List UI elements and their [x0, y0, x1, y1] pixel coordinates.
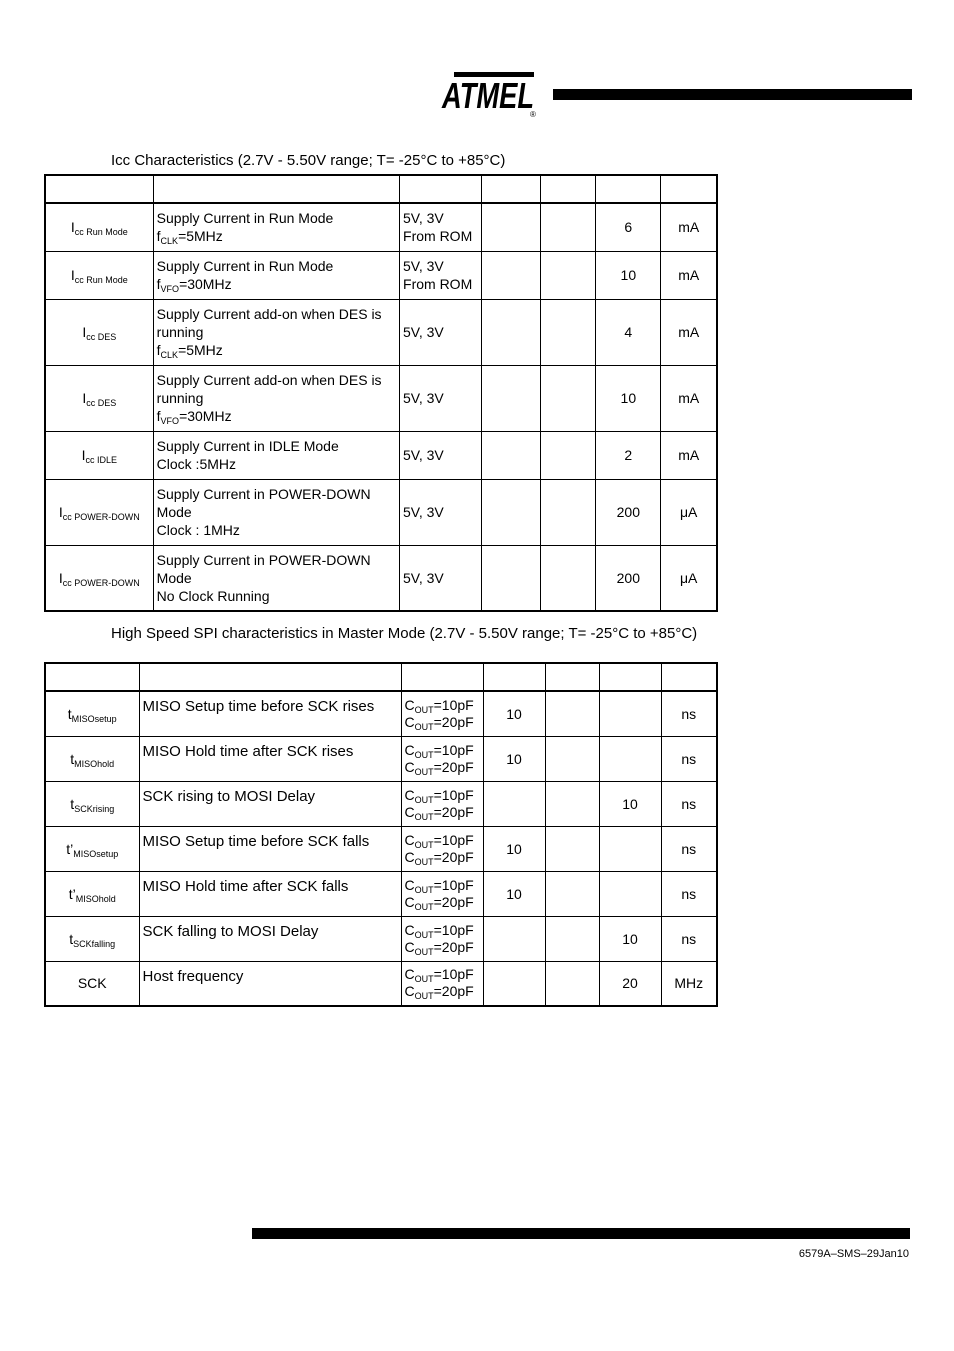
freq-subscript: VFO: [160, 284, 180, 294]
description-cell: MISO Setup time before SCK rises: [139, 691, 401, 736]
min-cell: [482, 431, 541, 479]
condition-cell: [400, 251, 482, 299]
max-cell: 2: [596, 431, 661, 479]
symbol-cell: [45, 479, 153, 545]
header-cell: [45, 663, 139, 691]
unit-cell: ns: [661, 871, 717, 916]
symbol-cell: [45, 736, 139, 781]
condition-line: [405, 697, 480, 714]
cap-subscript: OUT: [414, 766, 434, 777]
condition-line: [405, 894, 480, 911]
condition-line: [405, 877, 480, 894]
condition-cell: 5V, 3V: [400, 545, 482, 611]
typ-cell: [541, 479, 596, 545]
min-cell: [482, 365, 541, 431]
description-cell: [153, 251, 399, 299]
min-cell: [482, 299, 541, 365]
cap-value: =20pF: [433, 758, 474, 775]
symbol: I: [70, 267, 75, 283]
unit-cell: mA: [661, 203, 717, 251]
cap-subscript: OUT: [414, 794, 434, 805]
cap-symbol: C: [404, 803, 415, 820]
cap-symbol: C: [404, 848, 415, 865]
table-row: [45, 871, 717, 916]
table-row: [45, 781, 717, 826]
condition-cell: [401, 961, 483, 1006]
description-line: Supply Current in Run Mode: [156, 258, 334, 274]
symbol: I: [82, 324, 87, 340]
min-cell: [483, 781, 545, 826]
cap-subscript: OUT: [414, 929, 434, 940]
symbol-cell: [45, 916, 139, 961]
registered-mark: ®: [530, 110, 536, 118]
symbol-subscript: cc POWER-DOWN: [62, 512, 140, 522]
typ-cell: [541, 545, 596, 611]
max-cell: 6: [596, 203, 661, 251]
cap-value: =10pF: [433, 696, 474, 713]
min-cell: [482, 545, 541, 611]
condition-line: [405, 966, 480, 983]
cap-value: =10pF: [433, 876, 474, 893]
table-row: [45, 545, 717, 611]
condition-line: [405, 832, 480, 849]
symbol-cell: [45, 299, 153, 365]
unit-cell: ns: [661, 736, 717, 781]
table-row: [45, 826, 717, 871]
condition-line: [405, 787, 480, 804]
symbol-cell: [45, 961, 139, 1006]
cap-value: =10pF: [433, 786, 474, 803]
unit-cell: ns: [661, 826, 717, 871]
cap-symbol: C: [404, 938, 415, 955]
typ-cell: [541, 203, 596, 251]
cap-subscript: OUT: [414, 856, 434, 867]
atmel-logo: [440, 70, 540, 118]
description-cell: [153, 431, 399, 479]
max-cell: 4: [596, 299, 661, 365]
condition-cell: 5V, 3V: [400, 299, 482, 365]
unit-cell: mA: [661, 431, 717, 479]
condition-line: From ROM: [403, 276, 473, 292]
freq-subscript: CLK: [160, 236, 179, 247]
description-cell: [153, 545, 399, 611]
condition-line: [405, 849, 480, 866]
condition-cell: [401, 871, 483, 916]
table-header-row: [45, 175, 717, 203]
header-cell: [482, 175, 541, 203]
spi-master-characteristics-table: [44, 662, 718, 1007]
typ-cell: [545, 826, 599, 871]
condition-cell: 5V, 3V: [400, 365, 482, 431]
cap-subscript: OUT: [414, 721, 434, 732]
header-cell: [153, 175, 399, 203]
description-cell: SCK rising to MOSI Delay: [139, 781, 401, 826]
header-cell: [661, 663, 717, 691]
typ-cell: [545, 781, 599, 826]
symbol: t’: [66, 840, 74, 857]
symbol-subscript: MISOsetup: [71, 713, 117, 724]
freq-symbol: f: [156, 276, 161, 292]
freq-subscript: VFO: [160, 416, 180, 426]
condition-line: [405, 939, 480, 956]
header-cell: [139, 663, 401, 691]
symbol-subscript: cc DES: [86, 332, 117, 342]
header-cell: [599, 663, 661, 691]
symbol-subscript: cc Run Mode: [74, 275, 128, 285]
cap-subscript: OUT: [414, 974, 434, 985]
max-cell: 200: [596, 545, 661, 611]
condition-cell: [401, 691, 483, 736]
table-header-row: [45, 663, 717, 691]
max-cell: 10: [599, 916, 661, 961]
cap-value: =10pF: [433, 741, 474, 758]
symbol-cell: [45, 826, 139, 871]
table-row: [45, 691, 717, 736]
description-cell: Host frequency: [139, 961, 401, 1006]
table-row: [45, 431, 717, 479]
cap-symbol: C: [404, 966, 415, 983]
max-cell: 10: [596, 365, 661, 431]
symbol-cell: [45, 545, 153, 611]
cap-symbol: C: [404, 921, 415, 938]
symbol: t: [70, 750, 75, 767]
condition-line: [405, 983, 480, 1000]
condition-line: [405, 804, 480, 821]
description-line: Supply Current in POWER-DOWN Mode: [156, 551, 371, 586]
cap-value: =10pF: [433, 966, 474, 983]
condition-line: [405, 759, 480, 776]
symbol: I: [58, 504, 63, 520]
condition-line: [405, 714, 480, 731]
max-cell: 20: [599, 961, 661, 1006]
description-cell: [153, 203, 399, 251]
min-cell: [483, 916, 545, 961]
header-cell: [596, 175, 661, 203]
min-cell: [482, 203, 541, 251]
typ-cell: [545, 916, 599, 961]
typ-cell: [545, 691, 599, 736]
symbol: t: [67, 705, 72, 722]
symbol-cell: [45, 365, 153, 431]
max-cell: [599, 691, 661, 736]
max-cell: [599, 826, 661, 871]
symbol: t: [70, 795, 75, 812]
typ-cell: [545, 871, 599, 916]
description-line: Supply Current add-on when DES is running: [156, 372, 382, 406]
description-line: Clock : 1MHz: [156, 522, 240, 538]
description-line: Supply Current in POWER-DOWN Mode: [156, 486, 371, 520]
cap-symbol: C: [404, 786, 415, 803]
symbol-subscript: cc Run Mode: [74, 227, 128, 238]
max-cell: 200: [596, 479, 661, 545]
freq-value: =30MHz: [179, 408, 232, 424]
cap-value: =20pF: [433, 893, 474, 910]
frequency-line: [157, 407, 396, 425]
cap-subscript: OUT: [414, 946, 434, 957]
cap-subscript: OUT: [414, 811, 434, 822]
condition-cell: [401, 781, 483, 826]
header-cell: [483, 663, 545, 691]
description-cell: [153, 479, 399, 545]
freq-value: =5MHz: [178, 228, 223, 245]
description-line: Supply Current in IDLE Mode: [156, 438, 339, 454]
unit-cell: ns: [661, 781, 717, 826]
min-cell: 10: [483, 736, 545, 781]
symbol: SCK: [77, 975, 107, 992]
symbol-cell: [45, 871, 139, 916]
description-line: No Clock Running: [156, 587, 270, 604]
header-rule: [553, 89, 912, 100]
typ-cell: [541, 251, 596, 299]
freq-symbol: f: [156, 228, 161, 245]
max-cell: 10: [599, 781, 661, 826]
description-cell: [153, 299, 399, 365]
symbol: I: [82, 390, 87, 406]
min-cell: 10: [483, 871, 545, 916]
cap-symbol: C: [404, 831, 415, 848]
description-cell: MISO Setup time before SCK falls: [139, 826, 401, 871]
header-cell: [545, 663, 599, 691]
table1-caption: Icc Characteristics (2.7V - 5.50V range; T= -25°C to +85°C): [111, 152, 506, 169]
symbol: t’: [68, 885, 76, 902]
description-cell: MISO Hold time after SCK rises: [139, 736, 401, 781]
header-cell: [661, 175, 717, 203]
table-row: [45, 299, 717, 365]
min-cell: [482, 479, 541, 545]
freq-value: =5MHz: [178, 342, 223, 358]
table-row: [45, 251, 717, 299]
cap-value: =20pF: [433, 848, 474, 865]
symbol-subscript: MISOsetup: [73, 848, 119, 859]
cap-value: =20pF: [433, 713, 474, 730]
header-cell: [45, 175, 153, 203]
frequency-line: [157, 275, 396, 293]
freq-symbol: f: [156, 408, 161, 424]
cap-symbol: C: [404, 893, 415, 910]
cap-subscript: OUT: [414, 884, 434, 895]
max-cell: [599, 871, 661, 916]
table-row: [45, 916, 717, 961]
condition-cell: [401, 826, 483, 871]
cap-value: =10pF: [433, 921, 474, 938]
max-cell: 10: [596, 251, 661, 299]
symbol: I: [81, 447, 86, 463]
freq-subscript: CLK: [160, 350, 179, 360]
cap-subscript: OUT: [414, 704, 434, 715]
description-cell: MISO Hold time after SCK falls: [139, 871, 401, 916]
description-line: Clock :5MHz: [156, 456, 237, 472]
symbol-cell: [45, 203, 153, 251]
unit-cell: ns: [661, 691, 717, 736]
unit-cell: ns: [661, 916, 717, 961]
symbol-subscript: cc DES: [86, 398, 117, 408]
cap-symbol: C: [404, 696, 415, 713]
cap-symbol: C: [404, 758, 415, 775]
document-code: 6579A–SMS–29Jan10: [798, 1248, 909, 1260]
typ-cell: [545, 736, 599, 781]
cap-value: =20pF: [433, 983, 474, 1000]
unit-cell: mA: [661, 251, 717, 299]
freq-value: =30MHz: [179, 276, 232, 292]
condition-line: [405, 922, 480, 939]
typ-cell: [545, 961, 599, 1006]
unit-cell: μA: [661, 479, 717, 545]
symbol-subscript: MISOhold: [74, 758, 115, 769]
min-cell: 10: [483, 691, 545, 736]
symbol-cell: [45, 781, 139, 826]
typ-cell: [541, 299, 596, 365]
table2-caption: High Speed SPI characteristics in Master Mode (2.7V - 5.50V range; T= -25°C to +85°C): [111, 625, 698, 642]
header-cell: [541, 175, 596, 203]
condition-line: 5V, 3V: [403, 210, 444, 227]
symbol-subscript: SCKfalling: [73, 938, 116, 949]
unit-cell: mA: [661, 299, 717, 365]
min-cell: [482, 251, 541, 299]
symbol-subscript: SCKrising: [74, 803, 115, 814]
cap-symbol: C: [404, 741, 415, 758]
condition-cell: [400, 203, 482, 251]
condition-cell: 5V, 3V: [400, 431, 482, 479]
cap-subscript: OUT: [414, 749, 434, 760]
symbol-cell: [45, 251, 153, 299]
condition-line: From ROM: [403, 228, 473, 245]
unit-cell: mA: [661, 365, 717, 431]
cap-value: =10pF: [433, 831, 474, 848]
symbol-cell: [45, 431, 153, 479]
symbol: t: [69, 930, 74, 947]
symbol: I: [58, 569, 63, 586]
cap-subscript: OUT: [414, 839, 434, 850]
frequency-line: [157, 227, 396, 245]
description-cell: [153, 365, 399, 431]
symbol-subscript: cc IDLE: [85, 455, 118, 465]
icc-characteristics-table: [44, 174, 718, 612]
cap-symbol: C: [404, 876, 415, 893]
description-line: Supply Current add-on when DES is running: [156, 306, 382, 340]
description-cell: SCK falling to MOSI Delay: [139, 916, 401, 961]
header-cell: [401, 663, 483, 691]
logo-wordmark: ATMEL: [441, 75, 534, 116]
cap-symbol: C: [404, 983, 415, 1000]
frequency-line: [157, 341, 396, 359]
table-row: [45, 736, 717, 781]
unit-cell: MHz: [661, 961, 717, 1006]
cap-subscript: OUT: [414, 991, 434, 1002]
unit-cell: μA: [661, 545, 717, 611]
condition-cell: [401, 916, 483, 961]
typ-cell: [541, 431, 596, 479]
condition-line: 5V, 3V: [403, 258, 444, 274]
min-cell: 10: [483, 826, 545, 871]
condition-line: [405, 742, 480, 759]
condition-cell: 5V, 3V: [400, 479, 482, 545]
table-row: [45, 961, 717, 1006]
cap-value: =20pF: [433, 803, 474, 820]
footer-rule: [252, 1228, 910, 1239]
cap-value: =20pF: [433, 938, 474, 955]
symbol: I: [70, 219, 75, 236]
symbol-cell: [45, 691, 139, 736]
cap-subscript: OUT: [414, 901, 434, 912]
max-cell: [599, 736, 661, 781]
header-cell: [400, 175, 482, 203]
min-cell: [483, 961, 545, 1006]
table-row: [45, 365, 717, 431]
atmel-logo-graphic: [440, 70, 540, 118]
condition-cell: [401, 736, 483, 781]
table-row: [45, 203, 717, 251]
typ-cell: [541, 365, 596, 431]
freq-symbol: f: [156, 342, 161, 358]
table-row: [45, 479, 717, 545]
description-line: Supply Current in Run Mode: [156, 210, 334, 227]
cap-symbol: C: [404, 713, 415, 730]
symbol-subscript: cc POWER-DOWN: [62, 577, 140, 588]
symbol-subscript: MISOhold: [75, 893, 116, 904]
